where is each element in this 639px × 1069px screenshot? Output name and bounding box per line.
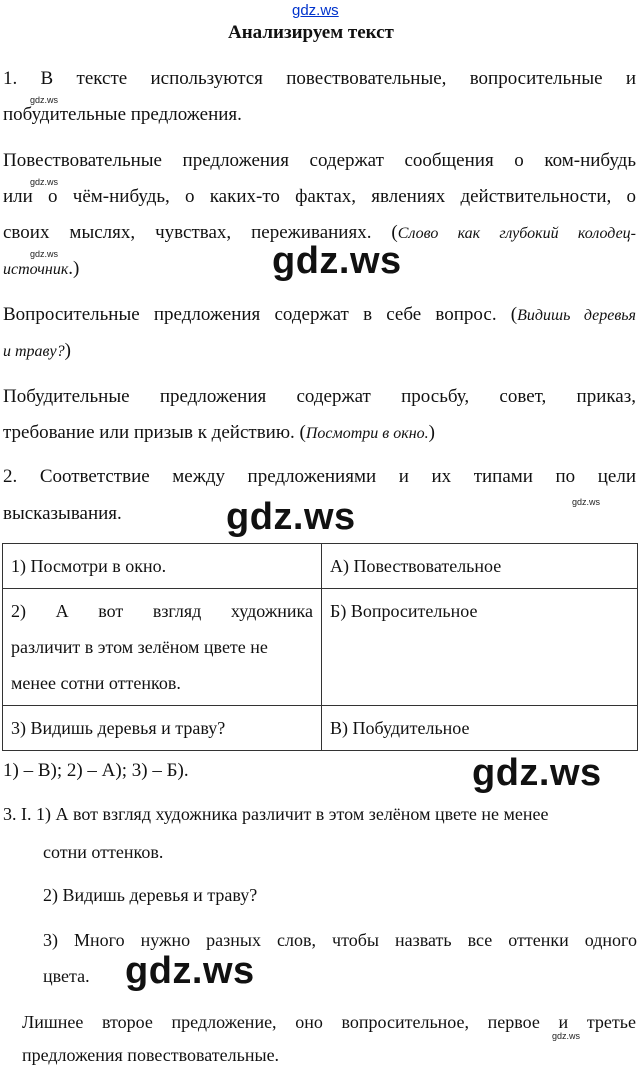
paragraph-5-line-2: высказывания.: [3, 503, 122, 524]
paragraph-4-line-2: требование или призыв к действию. (Посмотри в окно.): [3, 422, 435, 443]
paragraph-3-line-1: Вопросительные предложения содержат в себе вопрос. (Видишь деревья: [3, 304, 636, 325]
watermark-small: gdz.ws: [30, 249, 59, 259]
table-cell: [3, 589, 322, 706]
paragraph-1-line-1: 1. В тексте используются повествовательные, вопросительные и: [3, 68, 636, 89]
watermark-small: gdz.ws: [30, 177, 59, 187]
watermark-small: gdz.ws: [572, 497, 601, 507]
paragraph-6-line-4: 3) Много нужно разных слов, чтобы назвать все оттенки одного: [43, 930, 637, 950]
paragraph-6-line-3: 2) Видишь деревья и траву?: [43, 885, 258, 905]
watermark-large: gdz.ws: [226, 496, 356, 538]
paragraph-6-line-5: цвета.: [43, 966, 90, 986]
paragraph-6-line-1: 3. I. 1) А вот взгляд художника различит в этом зелёном цвете не менее: [3, 804, 549, 824]
watermark-small: gdz.ws: [552, 1031, 581, 1041]
sentence-type-table: [2, 543, 638, 751]
paragraph-7-line-1: Лишнее второе предложение, оно вопросительное, первое и третье: [22, 1012, 636, 1032]
table-cell: В) Побудительное: [322, 706, 638, 751]
watermark-large: gdz.ws: [472, 752, 602, 794]
watermark-large: gdz.ws: [125, 950, 255, 992]
paragraph-2-line-1: Повествовательные предложения содержат сообщения о ком-нибудь: [3, 150, 636, 171]
table-cell: А) Повествовательное: [322, 544, 638, 589]
cell-line: различит в этом зелёном цвете не: [11, 637, 268, 657]
paragraph-2-line-4: источник.): [3, 258, 80, 279]
watermark-large: gdz.ws: [272, 240, 402, 282]
paragraph-1-line-2: побудительные предложения.: [3, 104, 242, 125]
table-cell: Б) Вопросительное: [322, 589, 638, 706]
paragraph-6-line-2: сотни оттенков.: [43, 842, 164, 862]
table-row: [3, 706, 638, 751]
cell-line: 2) А вот взгляд художника: [11, 601, 313, 621]
paragraph-5-line-1: 2. Соответствие между предложениями и их типами по цели: [3, 466, 636, 487]
paragraph-2-line-2: или о чём-нибудь, о каких-то фактах, явлениях действительности, о: [3, 186, 636, 207]
paragraph-2-line-3: своих мыслях, чувствах, переживаниях. (Слово как глубокий колодец-: [3, 222, 636, 243]
answer-line: 1) – В); 2) – А); 3) – Б).: [3, 760, 189, 781]
table-row: [3, 589, 638, 706]
table-cell: 1) Посмотри в окно.: [3, 544, 322, 589]
paragraph-4-line-1: Побудительные предложения содержат просьбу, совет, приказ,: [3, 386, 636, 407]
table-cell: 3) Видишь деревья и траву?: [3, 706, 322, 751]
watermark-top[interactable]: gdz.ws: [292, 2, 339, 19]
watermark-small: gdz.ws: [30, 95, 59, 105]
paragraph-7-line-2: предложения повествовательные.: [22, 1045, 280, 1065]
table-row: [3, 544, 638, 589]
paragraph-3-line-2: и траву?): [3, 340, 71, 361]
page-title: Анализируем текст: [228, 22, 394, 43]
cell-line: менее сотни оттенков.: [11, 673, 181, 693]
